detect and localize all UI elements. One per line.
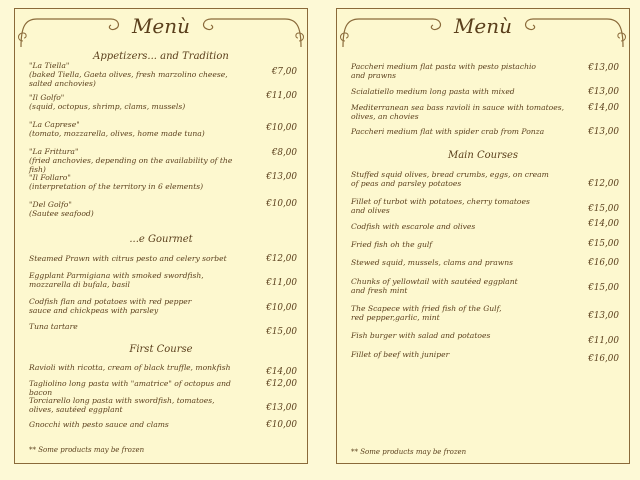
- item-description: Stuffed squid olives, bread crumbs, eggs, on cream of peas and parsley potatoes: [351, 170, 549, 188]
- item-description: Fillet of beef with juniper: [351, 350, 450, 359]
- item-price: €13,00: [588, 127, 619, 137]
- item-price: €12,00: [588, 179, 619, 189]
- item-description: Tuna tartare: [29, 322, 78, 331]
- item-price: €16,00: [588, 258, 619, 268]
- item-description: Gnocchi with pesto sauce and clams: [29, 420, 169, 429]
- item-description: "La Caprese" (tomato, mozzarella, olives, home made tuna): [29, 120, 205, 138]
- item-price: €14,00: [588, 103, 619, 113]
- item-price: €11,00: [266, 278, 297, 288]
- item-description: "Del Golfo" (Sautee seafood): [29, 200, 94, 218]
- item-description: Mediterranean sea bass ravioli in sauce with tomatoes, olives, an chovies: [351, 103, 565, 121]
- item-price: €13,00: [588, 311, 619, 321]
- item-description: "La Tiella" (baked Tiella, Gaeta olives, fresh marzolino cheese, salted anchovies): [29, 61, 228, 88]
- item-price: €14,00: [266, 367, 297, 377]
- item-price: €11,00: [588, 336, 619, 346]
- item-price: €12,00: [266, 379, 297, 389]
- item-description: Fried fish oh the gulf: [351, 240, 433, 249]
- item-description: Stewed squid, mussels, clams and prawns: [351, 258, 514, 267]
- item-price: €8,00: [271, 148, 297, 158]
- item-price: €10,00: [266, 123, 297, 133]
- section-title-gourmet: ...e Gourmet: [129, 234, 193, 245]
- item-description: The Scapece with fried fish of the Gulf, red pepper,garlic, mint: [351, 304, 502, 322]
- item-price: €15,00: [266, 327, 297, 337]
- item-description: Tagliolino long pasta with "amatrice" of octopus and bacon: [29, 379, 231, 397]
- item-price: €13,00: [588, 63, 619, 73]
- item-price: €13,00: [588, 87, 619, 97]
- item-description: Steamed Prawn with citrus pesto and celery sorbet: [29, 254, 227, 263]
- section-title-main-courses: Main Courses: [447, 150, 519, 161]
- item-description: Ravioli with ricotta, cream of black truffle, monkfish: [29, 363, 231, 372]
- item-price: €10,00: [266, 303, 297, 313]
- item-description: Torciarello long pasta with swordfish, tomatoes, olives, sautéed eggplant: [29, 396, 215, 414]
- frozen-products-note: ** Some products may be frozen: [29, 446, 145, 454]
- item-description: Scialatiello medium long pasta with mixed: [351, 87, 515, 96]
- item-description: "La Frittura" (fried anchovies, depending on the availability of the fish): [29, 147, 233, 174]
- item-price: €11,00: [266, 91, 297, 101]
- item-price: €13,00: [266, 403, 297, 413]
- item-description: Fish burger with salad and potatoes: [351, 331, 491, 340]
- page-title: Menù: [453, 14, 513, 38]
- section-title-appetizers: Appetizers... and Tradition: [93, 51, 229, 62]
- frozen-products-note: ** Some products may be frozen: [351, 448, 467, 456]
- item-description: Paccheri medium flat with spider crab from Ponza: [351, 127, 545, 136]
- item-price: €16,00: [588, 354, 619, 364]
- item-price: €12,00: [266, 254, 297, 264]
- menu-page-right: [336, 8, 630, 464]
- item-description: "Il Follaro" (interpretation of the territory in 6 elements): [29, 173, 204, 191]
- item-description: Codfish with escarole and olives: [351, 222, 476, 231]
- item-price: €10,00: [266, 420, 297, 430]
- item-price: €15,00: [588, 283, 619, 293]
- item-description: Chunks of yellowtail with sautéed eggplant and fresh mint: [351, 277, 518, 295]
- section-title-first-course: First Course: [129, 344, 193, 355]
- item-price: €14,00: [588, 219, 619, 229]
- item-price: €15,00: [588, 239, 619, 249]
- item-description: Paccheri medium flat pasta with pesto pistachio and prawns: [351, 62, 536, 80]
- item-description: Eggplant Parmigiana with smoked swordfish, mozzarella di bufala, basil: [29, 271, 204, 289]
- item-description: Fillet of turbot with potatoes, cherry tomatoes and olives: [351, 197, 530, 215]
- item-description: Codfish flan and potatoes with red pepper sauce and chickpeas with parsley: [29, 297, 192, 315]
- item-description: "Il Golfo" (squid, octopus, shrimp, clams, mussels): [29, 93, 186, 111]
- page-title: Menù: [131, 14, 191, 38]
- item-price: €7,00: [271, 67, 297, 77]
- item-price: €13,00: [266, 172, 297, 182]
- menu-page-left: [14, 8, 308, 464]
- item-price: €15,00: [588, 204, 619, 214]
- item-price: €10,00: [266, 199, 297, 209]
